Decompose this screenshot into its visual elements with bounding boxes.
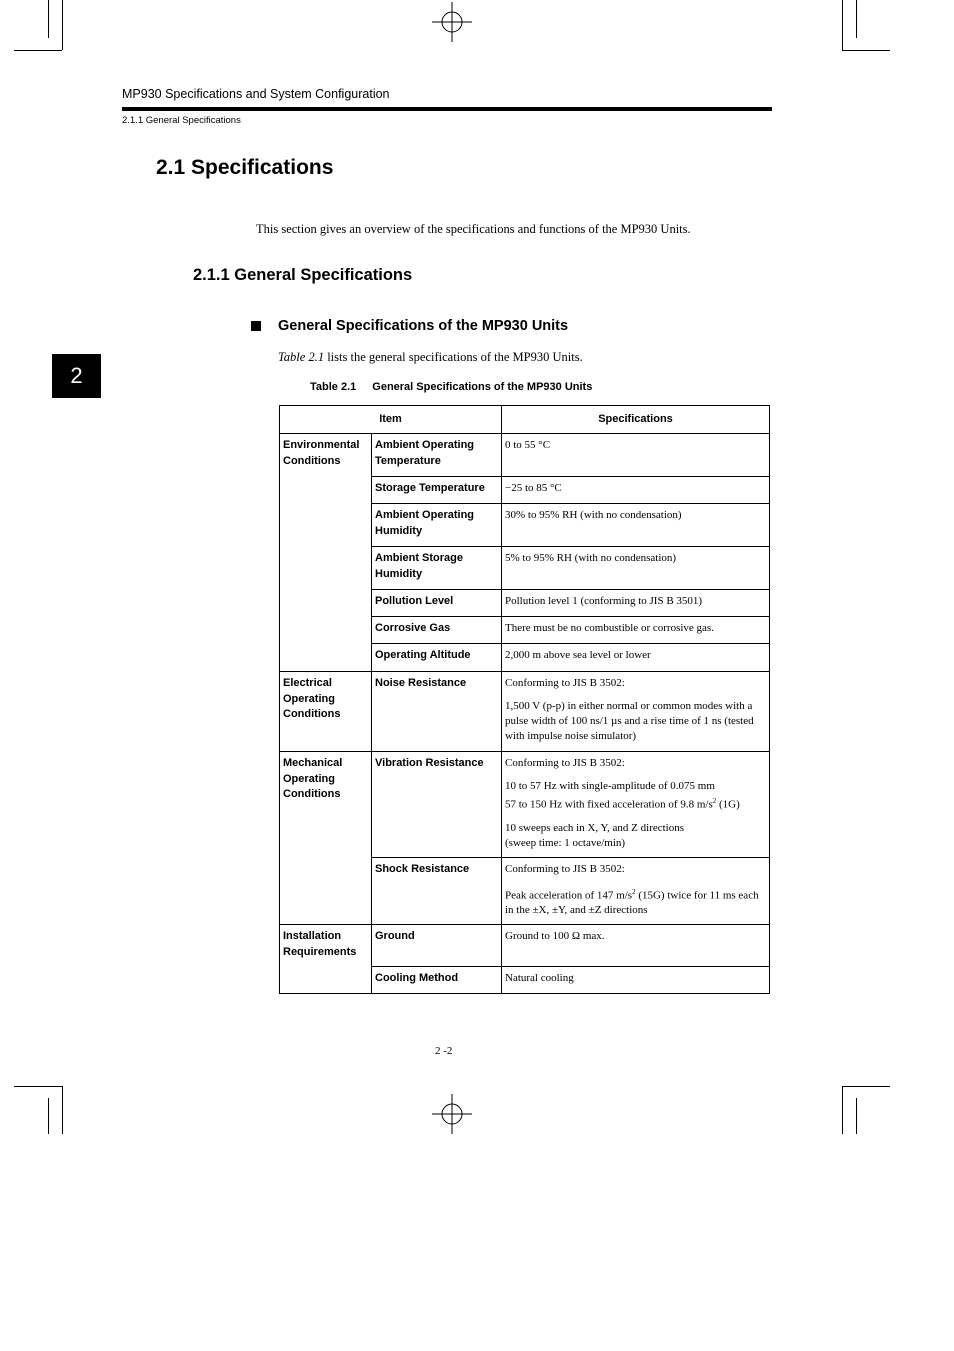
registration-crosshair-icon xyxy=(432,1094,472,1134)
group-installation: Installation Requirements xyxy=(280,925,372,967)
row-spec: 2,000 m above sea level or lower xyxy=(502,644,770,672)
row-spec: −25 to 85 °C xyxy=(502,477,770,504)
table-row xyxy=(280,547,770,590)
table-row xyxy=(280,672,770,752)
table-header-row xyxy=(280,406,770,434)
table-caption-number: Table 2.1 xyxy=(310,381,357,393)
row-item: Corrosive Gas xyxy=(372,617,502,644)
crop-mark xyxy=(62,0,63,50)
table-row xyxy=(280,504,770,547)
row-item: Noise Resistance xyxy=(372,672,502,752)
crop-mark xyxy=(48,0,49,38)
registration-crosshair-icon xyxy=(432,2,472,42)
row-spec: Ground to 100 Ω max. xyxy=(502,925,770,967)
row-item: Cooling Method xyxy=(372,966,502,993)
running-header-title: MP930 Specifications and System Configuration xyxy=(122,87,390,101)
crop-mark xyxy=(842,1086,890,1087)
page-number: 2 -2 xyxy=(435,1045,453,1057)
row-spec: Conforming to JIS B 3502: 1,500 V (p-p) in either normal or common modes with a pulse width of 100 ns/1 µs and a rise time of 1 ns (tested with impulse noise simulator) xyxy=(502,672,770,752)
chapter-tab-number: 2 xyxy=(70,363,83,388)
row-item: Pollution Level xyxy=(372,590,502,617)
crop-mark xyxy=(14,50,62,51)
row-item: Storage Temperature xyxy=(372,477,502,504)
table-row xyxy=(280,477,770,504)
table-caption xyxy=(310,381,592,393)
lead-text: lists the general specifications of the MP930 Units. xyxy=(324,350,583,364)
crop-mark xyxy=(842,50,890,51)
crop-mark xyxy=(62,1086,63,1134)
chapter-tab xyxy=(52,354,101,398)
row-spec: Conforming to JIS B 3502: Peak acceleration of 147 $m/s^2$ (15G) twice for 11 ms each in the ±X, ±Y, and ±Z directions xyxy=(502,857,770,925)
table-reference: Table 2.1 xyxy=(278,350,325,364)
row-spec: 5% to 95% RH (with no condensation) xyxy=(502,547,770,590)
row-spec: 0 to 55 °C xyxy=(502,434,770,477)
table-row xyxy=(280,590,770,617)
table-row xyxy=(280,925,770,967)
group-environmental: Environmental Conditions xyxy=(280,434,372,477)
header-rule xyxy=(122,107,772,111)
row-spec: Pollution level 1 (conforming to JIS B 3501) xyxy=(502,590,770,617)
header-item: Item xyxy=(280,406,502,434)
row-spec: Conforming to JIS B 3502: 10 to 57 Hz with single-amplitude of 0.075 mm 57 to 150 Hz with fixed acceleration of 9.8 $m/s^2$ (1G) 10 sweeps each in X, Y, and Z directions (sweep time: 1 octave/min) xyxy=(502,752,770,858)
row-item: Ground xyxy=(372,925,502,967)
row-spec: Natural cooling xyxy=(502,966,770,993)
table-row xyxy=(280,434,770,477)
crop-mark xyxy=(842,1086,843,1134)
row-spec: There must be no combustible or corrosive gas. xyxy=(502,617,770,644)
header-specifications: Specifications xyxy=(502,406,770,434)
crop-mark xyxy=(14,1086,62,1087)
subheading-text: General Specifications of the MP930 Units xyxy=(278,318,569,334)
lead-paragraph xyxy=(278,350,583,365)
table-row xyxy=(280,966,770,993)
table-row xyxy=(280,644,770,672)
table-row xyxy=(280,752,770,858)
subsection-heading: 2.1.1 General Specifications xyxy=(193,266,413,284)
spec-table xyxy=(279,405,770,994)
crop-mark xyxy=(842,0,843,50)
crop-mark xyxy=(856,0,857,38)
group-electrical: Electrical Operating Conditions xyxy=(280,672,372,752)
table-caption-title: General Specifications of the MP930 Units xyxy=(372,381,593,393)
row-item: Ambient Operating Temperature xyxy=(372,434,502,477)
section-intro: This section gives an overview of the specifications and functions of the MP930 Units. xyxy=(256,222,691,236)
crop-mark xyxy=(856,1098,857,1134)
group-mechanical: Mechanical Operating Conditions xyxy=(280,752,372,858)
running-header-subsection: 2.1.1 General Specifications xyxy=(122,115,241,126)
crop-mark xyxy=(48,1098,49,1134)
row-spec: 30% to 95% RH (with no condensation) xyxy=(502,504,770,547)
row-item: Ambient Operating Humidity xyxy=(372,504,502,547)
row-item: Shock Resistance xyxy=(372,857,502,925)
row-item: Operating Altitude xyxy=(372,644,502,672)
row-item: Ambient Storage Humidity xyxy=(372,547,502,590)
row-item: Vibration Resistance xyxy=(372,752,502,858)
subheading xyxy=(251,318,568,334)
table-row xyxy=(280,857,770,925)
table-row xyxy=(280,617,770,644)
section-heading: 2.1 Specifications xyxy=(156,156,334,179)
square-bullet-icon xyxy=(251,321,261,331)
